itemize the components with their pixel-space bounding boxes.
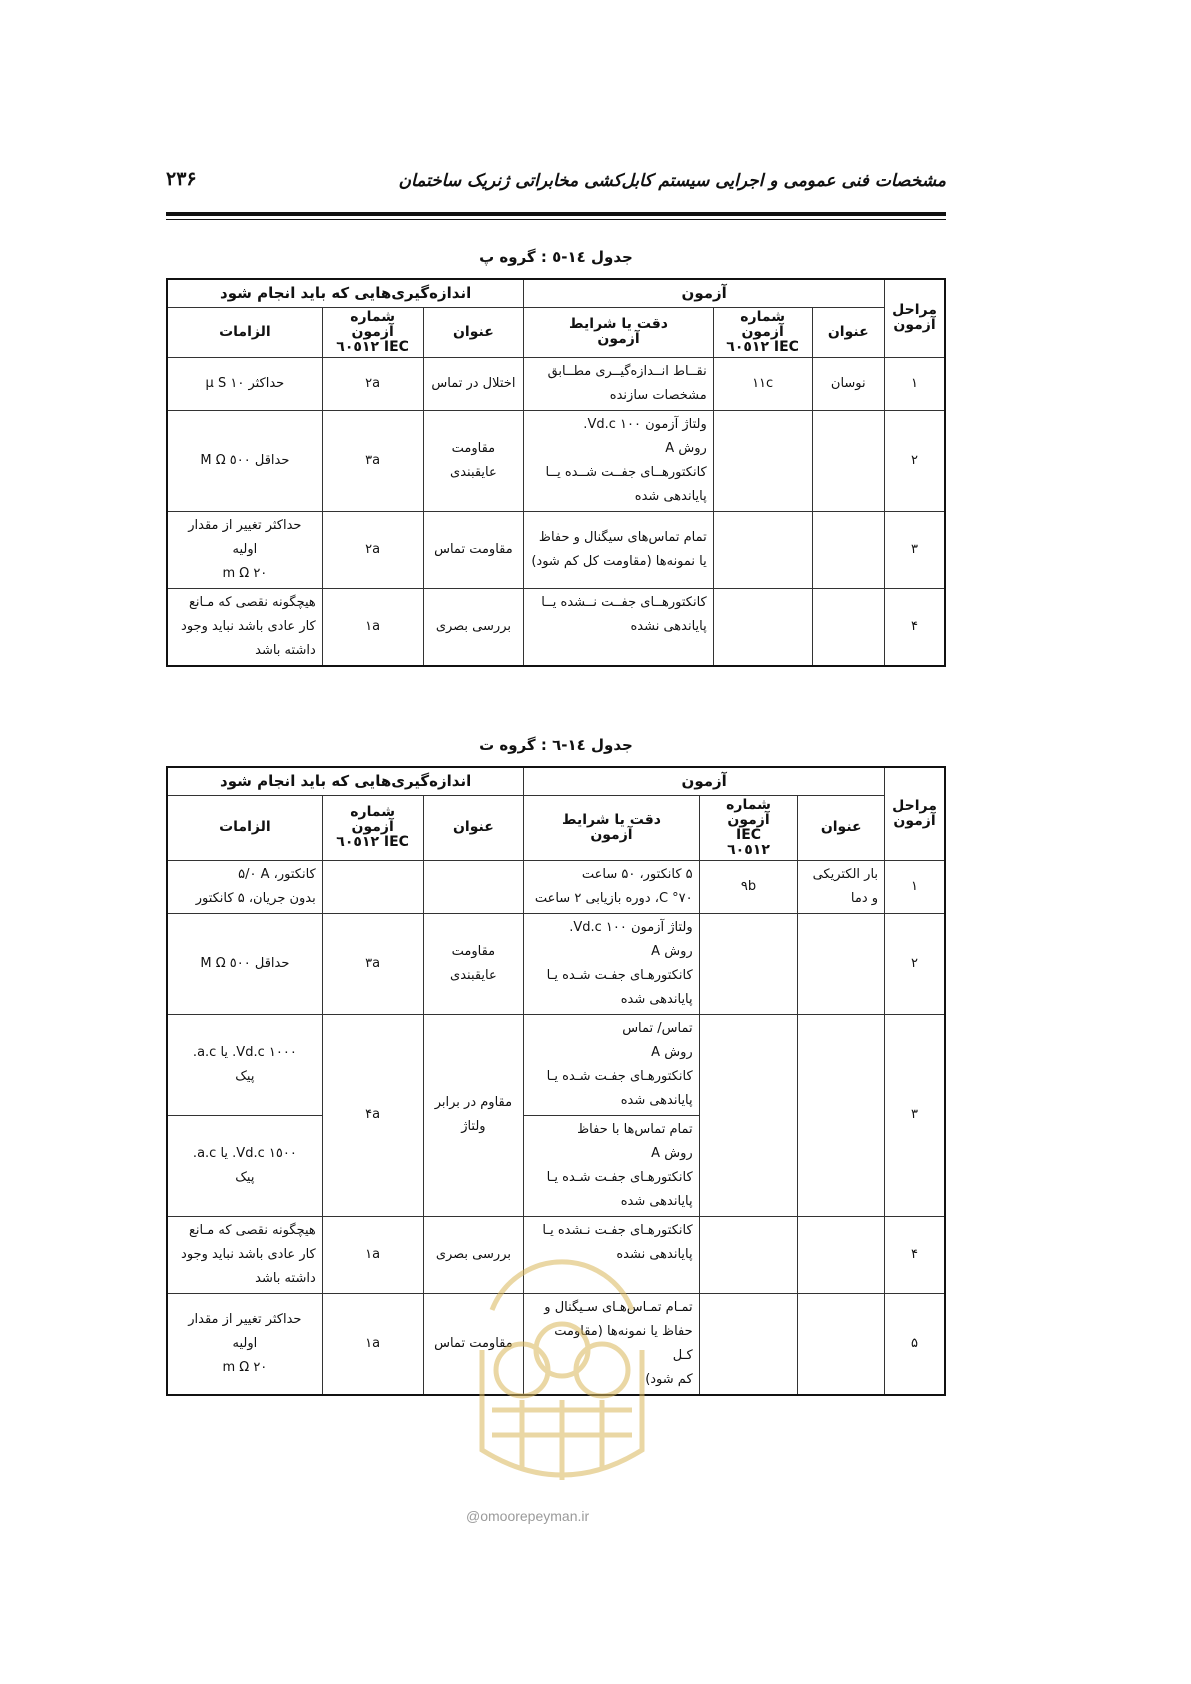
requirement-cell: حداکثر ١٠ μ S [167,357,322,410]
header-title: عنوان [812,307,885,357]
stage-cell: ٣ [885,1014,945,1216]
measure-title-cell: مقاومت عایقبندی [423,913,524,1014]
accuracy-cell: کانکتورهـای جفـت نـشده یـا پایاندهی نشده [524,1216,699,1293]
accuracy-cell: تماس/ تماس روش A کانکتورهـای جفـت شـده یـا پایاندهی شده [524,1014,699,1115]
table-row [167,1014,945,1115]
header-test-group: آزمون [524,279,885,307]
header-test-group: آزمون [524,767,885,795]
title-cell: بار الکتریکی و دما [798,860,885,913]
measure-title-cell: مقاوم در برابر ولتاژ [423,1014,524,1216]
header-rule-thick [166,212,946,216]
requirement-cell: حداکثر تغییر از مقدار اولیه ٢٠ m Ω [167,511,322,588]
requirement-cell: حداقل ٥٠٠ M Ω [167,410,322,511]
header-measure-number: شماره آزمون IEC ٦٠٥١٢ [322,307,423,357]
title-cell [798,1216,885,1293]
stage-cell: ١ [885,357,945,410]
header-measure-number: شماره آزمون IEC ٦٠٥١٢ [322,795,423,860]
table-row [167,410,945,511]
measure-number-cell: ٢a [322,357,423,410]
measure-number-cell [322,860,423,913]
title-cell [812,511,885,588]
watermark-site: @omoorepeyman.ir [466,1508,590,1524]
measure-title-cell: مقاومت تماس [423,511,524,588]
header-rule-thin [166,219,946,220]
measure-title-cell: بررسی بصری [423,588,524,666]
accuracy-cell: تمام تماس‌های سیگنال و حفاظ یا نمونه‌ها (مقاومت کل کم شود) [524,511,713,588]
test-number-cell [699,1216,798,1293]
requirement-cell: ١٠٠٠ Vd.c. یا a.c. پیک [167,1014,322,1115]
header-title: عنوان [798,795,885,860]
test-number-cell [713,410,812,511]
header-stages: مراحل آزمون [885,767,945,860]
accuracy-cell: کانکتورهــای جفــت نــشده یــا پایاندهی نشده [524,588,713,666]
table-row [167,588,945,666]
header-test-number: شماره آزمون IEC ٦٠٥١٢ [699,795,798,860]
table-row [167,511,945,588]
title-cell [798,1293,885,1395]
stage-cell: ٣ [885,511,945,588]
measure-number-cell: ١a [322,588,423,666]
table2-caption: جدول ١٤-٦ : گروه ت [479,736,633,754]
requirement-cell: حداکثر تغییر از مقدار اولیه ٢٠ m Ω [167,1293,322,1395]
title-cell: نوسان [812,357,885,410]
page-header [166,168,946,208]
table-row [167,860,945,913]
measure-title-cell: مقاومت عایقبندی [423,410,524,511]
stage-cell: ٢ [885,913,945,1014]
header-measure-title: عنوان [423,795,524,860]
stage-cell: ۴ [885,588,945,666]
measure-number-cell: ٣a [322,913,423,1014]
title-cell [812,588,885,666]
stage-cell: ٢ [885,410,945,511]
page-number: ۲۳۶ [166,168,197,190]
table1-caption: جدول ١٤-٥ : گروه پ [479,248,633,266]
test-number-cell: ١١c [713,357,812,410]
requirement-cell: کانکتور، A ٠/۵ بدون جریان، ۵ کانکتور [167,860,322,913]
title-cell [798,1014,885,1216]
measure-number-cell: ٢a [322,511,423,588]
accuracy-cell: نقــاط انــدازه‌گیــری مطــابق مشخصات سازنده [524,357,713,410]
test-number-cell [713,511,812,588]
running-title: مشخصات فنی عمومی و اجرایی سیستم کابل‌کشی مخابراتی ژنریک ساختمان [398,171,946,191]
header-requirements: الزامات [167,307,322,357]
test-number-cell: ٩b [699,860,798,913]
measure-number-cell: ١a [322,1293,423,1395]
requirement-cell: هیچگونه نقصی که مـانع کار عادی باشد نباید وجود داشته باشد [167,588,322,666]
test-number-cell [713,588,812,666]
header-measure-group: اندازه‌گیری‌هایی که باید انجام شود [167,279,524,307]
requirement-cell: حداقل ٥٠٠ M Ω [167,913,322,1014]
stage-cell: ۴ [885,1216,945,1293]
stage-cell: ۵ [885,1293,945,1395]
header-test-number: شماره آزمون IEC ٦٠٥١٢ [713,307,812,357]
table-row [167,357,945,410]
title-cell [798,913,885,1014]
table-row [167,913,945,1014]
accuracy-cell: تمام تماس‌ها با حفاظ روش A کانکتورهـای جفـت شـده یـا پایاندهی شده [524,1115,699,1216]
requirement-cell: هیچگونه نقصی که مـانع کار عادی باشد نباید وجود داشته باشد [167,1216,322,1293]
accuracy-cell: ۵ کانکتور، ۵٠ ساعت ٧٠° C، دوره بازیابی ٢ ساعت [524,860,699,913]
measure-title-cell [423,860,524,913]
test-number-cell [699,1014,798,1216]
title-cell [812,410,885,511]
measure-number-cell: ٣a [322,410,423,511]
requirement-cell: ١٥٠٠ Vd.c. یا a.c. پیک [167,1115,322,1216]
header-accuracy: دقت یا شرایط آزمون [524,795,699,860]
header-accuracy: دقت یا شرایط آزمون [524,307,713,357]
header-stages: مراحل آزمون [885,279,945,357]
measure-title-cell: بررسی بصری [423,1216,524,1293]
accuracy-cell: ولتاژ آزمون ١٠٠ Vd.c. روش A کانکتورهــای جفــت شــده یــا پایاندهی شده [524,410,713,511]
measure-number-cell: ۴a [322,1014,423,1216]
measure-number-cell: ١a [322,1216,423,1293]
stage-cell: ١ [885,860,945,913]
header-measure-group: اندازه‌گیری‌هایی که باید انجام شود [167,767,524,795]
measure-title-cell: مقاومت تماس [423,1293,524,1395]
measure-title-cell: اختلال در تماس [423,357,524,410]
watermark-logo-icon [462,1240,662,1500]
accuracy-cell: ولتاژ آزمون ١٠٠ Vd.c. روش A کانکتورهـای جفـت شـده یـا پایاندهی شده [524,913,699,1014]
accuracy-cell: تمـام تمـاس‌هـای سـیگنال و حفاظ یا نمونه‌ها (مقاومت کـل کم شود) [524,1293,699,1395]
header-requirements: الزامات [167,795,322,860]
table-group-p [166,278,946,667]
test-number-cell [699,1293,798,1395]
header-measure-title: عنوان [423,307,524,357]
test-number-cell [699,913,798,1014]
